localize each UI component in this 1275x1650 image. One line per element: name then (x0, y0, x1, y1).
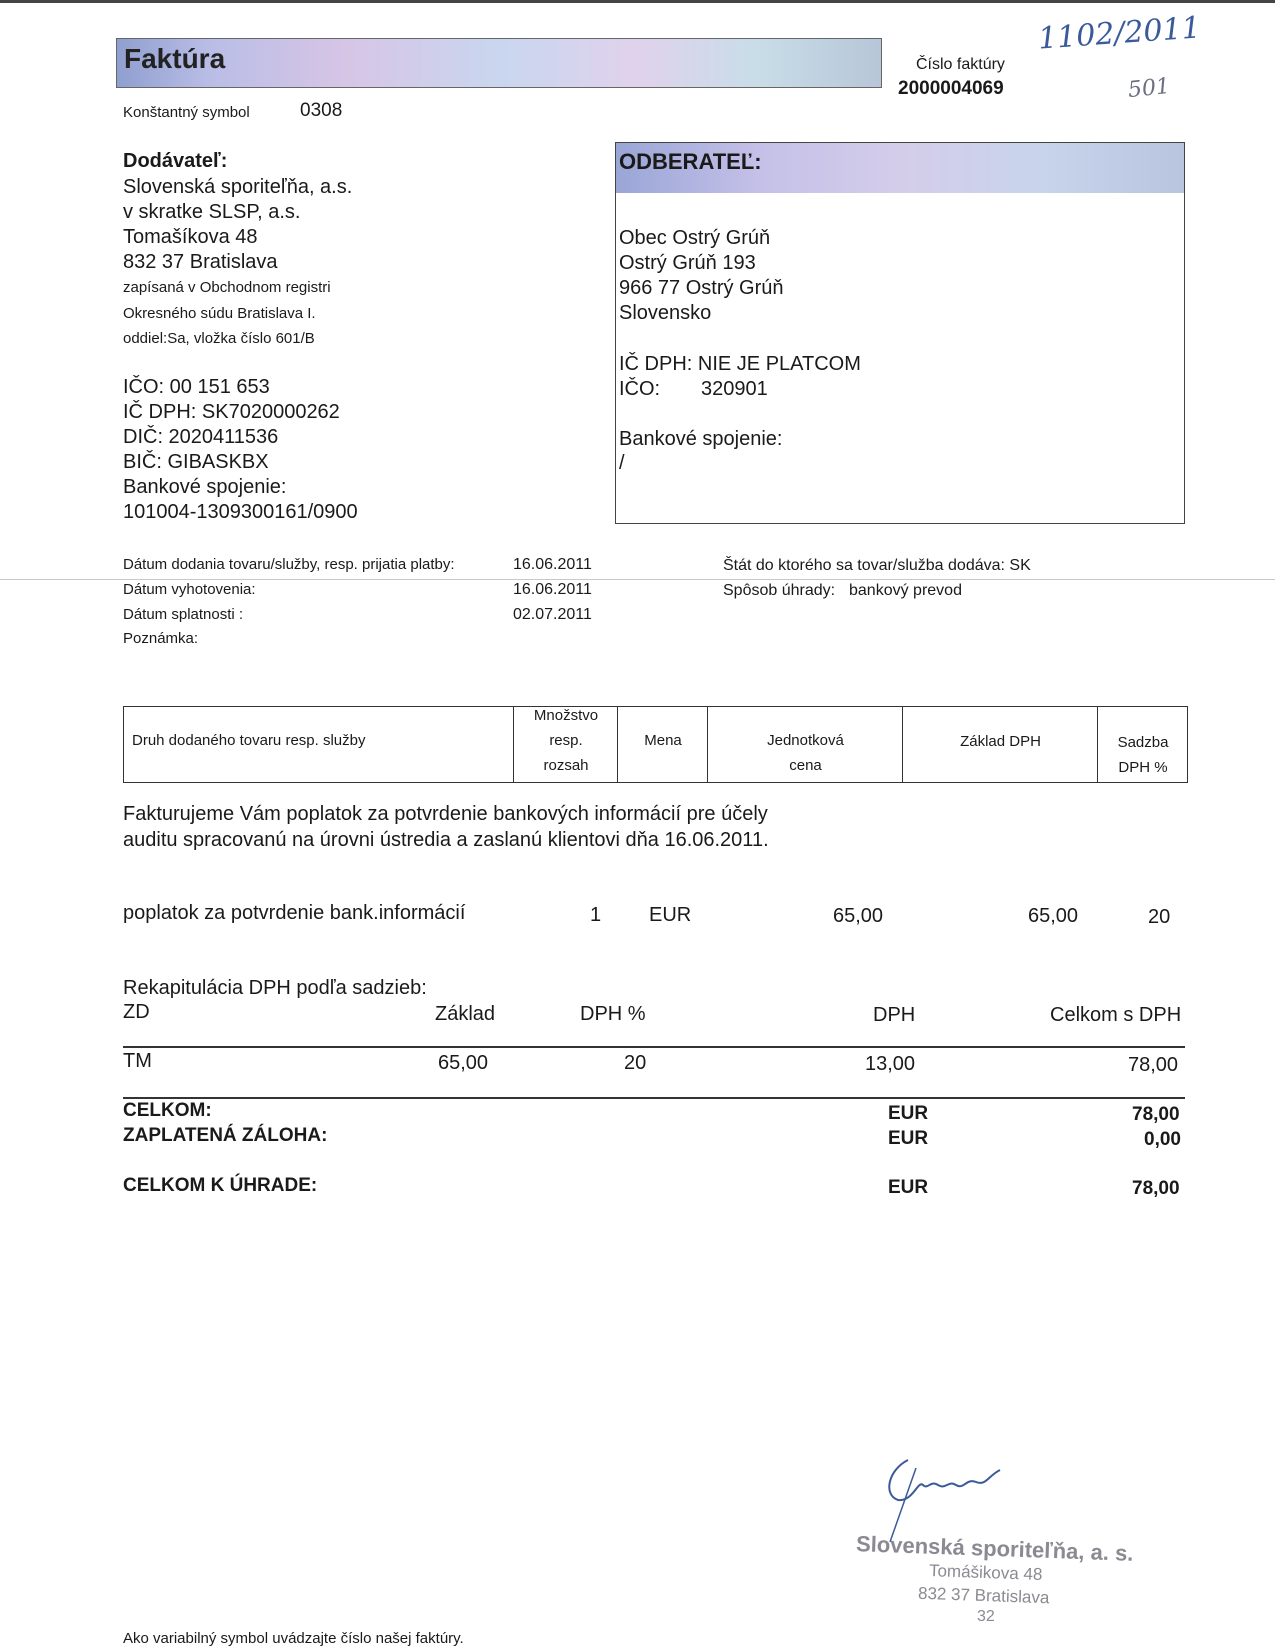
total-currency: EUR (888, 1103, 929, 1124)
col-vat-rate-line-1: Sadzba (1117, 734, 1169, 751)
constant-symbol-label: Konštantný symbol (123, 104, 250, 121)
amount-due-currency: EUR (888, 1177, 929, 1198)
payment-method-value: bankový prevod (849, 582, 962, 599)
customer-ico-value: 320901 (701, 378, 768, 400)
supplier-registry-3: oddiel:Sa, vložka číslo 601/B (123, 330, 315, 347)
page-title: Faktúra (124, 43, 226, 74)
note-label: Poznámka: (123, 630, 199, 647)
col-quantity-line-3: rozsah (543, 757, 589, 774)
payment-method-label: Spôsob úhrady: (723, 582, 836, 599)
col-unit-price (707, 707, 903, 782)
delivery-country: Štát do ktorého sa tovar/služba dodáva: SK (723, 557, 1031, 574)
supplier-bank-account: 101004-1309300161/0900 (123, 501, 358, 523)
scan-separator (0, 579, 1275, 580)
customer-icdph: IČ DPH: NIE JE PLATCOM (619, 353, 861, 375)
vat-row-total: 78,00 (1128, 1054, 1179, 1076)
col-vat-rate (1097, 707, 1188, 782)
supplier-registry-2: Okresného súdu Bratislava I. (123, 305, 316, 322)
items-header-table (123, 706, 1188, 783)
col-description: Druh dodaného tovaru resp. služby (132, 732, 366, 749)
delivery-date-value: 16.06.2011 (513, 556, 592, 573)
supplier-short-name: v skratke SLSP, a.s. (123, 201, 301, 223)
description-line-2: auditu spracovanú na úrovni ústredia a zaslanú klientovi dňa 16.06.2011. (123, 829, 769, 851)
supplier-dic: DIČ: 2020411536 (123, 426, 279, 448)
footer-note: Ako variabilný symbol uvádzajte číslo našej faktúry. (123, 1630, 464, 1647)
col-quantity (513, 707, 618, 782)
item-name: poplatok za potvrdenie bank.informácií (123, 902, 466, 924)
stamp-line-2: Tomášikova 48 (928, 1561, 1043, 1584)
total-value: 78,00 (1132, 1104, 1180, 1125)
customer-ico-label: IČO: (619, 378, 661, 400)
supplier-street: Tomašíkova 48 (123, 226, 258, 248)
supplier-bank-label: Bankové spojenie: (123, 476, 287, 498)
item-vat-rate: 20 (1148, 906, 1171, 928)
col-unit-price-line-2: cena (789, 757, 822, 774)
col-vat-base (902, 707, 1098, 782)
deposit-label: ZAPLATENÁ ZÁLOHA: (123, 1125, 328, 1146)
supplier-icdph: IČ DPH: SK7020000262 (123, 401, 340, 423)
vat-col-rate: DPH % (580, 1003, 646, 1025)
customer-country: Slovensko (619, 302, 712, 324)
amount-due-label: CELKOM K ÚHRADE: (123, 1175, 318, 1196)
customer-heading: ODBERATEĽ: (619, 149, 762, 174)
delivery-date-label: Dátum dodania tovaru/služby, resp. prijatia platby: (123, 556, 455, 573)
customer-box (615, 142, 1185, 524)
supplier-heading: Dodávateľ: (123, 150, 228, 172)
vat-col-total: Celkom s DPH (1050, 1004, 1182, 1026)
deposit-currency: EUR (888, 1128, 929, 1149)
supplier-city: 832 37 Bratislava (123, 251, 278, 273)
amount-due-value: 78,00 (1132, 1178, 1180, 1199)
vat-col-zd: ZD (123, 1001, 150, 1023)
item-vat-base: 65,00 (1028, 905, 1079, 927)
item-currency: EUR (649, 904, 692, 926)
col-quantity-line-2: resp. (549, 732, 583, 749)
vat-row-zd: TM (123, 1050, 152, 1072)
customer-bank-label: Bankové spojenie: (619, 428, 783, 450)
due-date-label: Dátum splatnosti : (123, 606, 244, 623)
customer-bank-value: / (619, 452, 625, 474)
item-quantity: 1 (590, 904, 602, 926)
customer-name: Obec Ostrý Grúň (619, 227, 771, 249)
supplier-name: Slovenská sporiteľňa, a.s. (123, 176, 353, 198)
customer-header (616, 143, 1184, 193)
customer-street: Ostrý Grúň 193 (619, 252, 756, 274)
deposit-value: 0,00 (1144, 1129, 1181, 1150)
customer-city: 966 77 Ostrý Grúň (619, 277, 784, 299)
title-bar (116, 38, 882, 88)
top-border (0, 0, 1275, 3)
invoice-number-label: Číslo faktúry (916, 56, 1005, 73)
vat-summary-heading: Rekapitulácia DPH podľa sadzieb: (123, 977, 427, 999)
stamp-line-4: 32 (977, 1608, 995, 1625)
vat-row-base: 65,00 (438, 1052, 489, 1074)
handwritten-note: 501 (1126, 73, 1172, 104)
due-date-value: 02.07.2011 (513, 606, 592, 623)
vat-row-vat: 13,00 (865, 1053, 916, 1075)
supplier-bic: BIČ: GIBASKBX (123, 451, 269, 473)
col-currency (617, 707, 708, 782)
handwritten-reference: 1102/2011 (1036, 10, 1202, 57)
supplier-registry-1: zapísaná v Obchodnom registri (123, 279, 331, 296)
invoice-number: 2000004069 (898, 78, 1004, 99)
col-vat-rate-line-2: DPH % (1118, 759, 1168, 776)
vat-header-rule (123, 1046, 1185, 1048)
vat-col-base: Základ (435, 1003, 496, 1025)
col-vat-base-label: Základ DPH (960, 733, 1041, 750)
col-unit-price-line-1: Jednotková (767, 732, 844, 749)
col-currency-label: Mena (644, 732, 682, 749)
stamp-line-1: Slovenská sporiteľňa, a. s. (855, 1531, 1134, 1566)
constant-symbol-value: 0308 (300, 100, 343, 121)
col-quantity-line-1: Množstvo (533, 707, 599, 724)
vat-total-rule (123, 1097, 1185, 1099)
issue-date-value: 16.06.2011 (513, 581, 592, 598)
vat-row-rate: 20 (624, 1052, 647, 1074)
total-label: CELKOM: (123, 1100, 212, 1121)
supplier-ico: IČO: 00 151 653 (123, 376, 270, 398)
stamp-line-3: 832 37 Bratislava (917, 1583, 1050, 1608)
description-line-1: Fakturujeme Vám poplatok za potvrdenie bankových informácií pre účely (123, 803, 768, 825)
item-unit-price: 65,00 (833, 905, 884, 927)
vat-col-vat: DPH (873, 1004, 916, 1026)
issue-date-label: Dátum vyhotovenia: (123, 581, 256, 598)
